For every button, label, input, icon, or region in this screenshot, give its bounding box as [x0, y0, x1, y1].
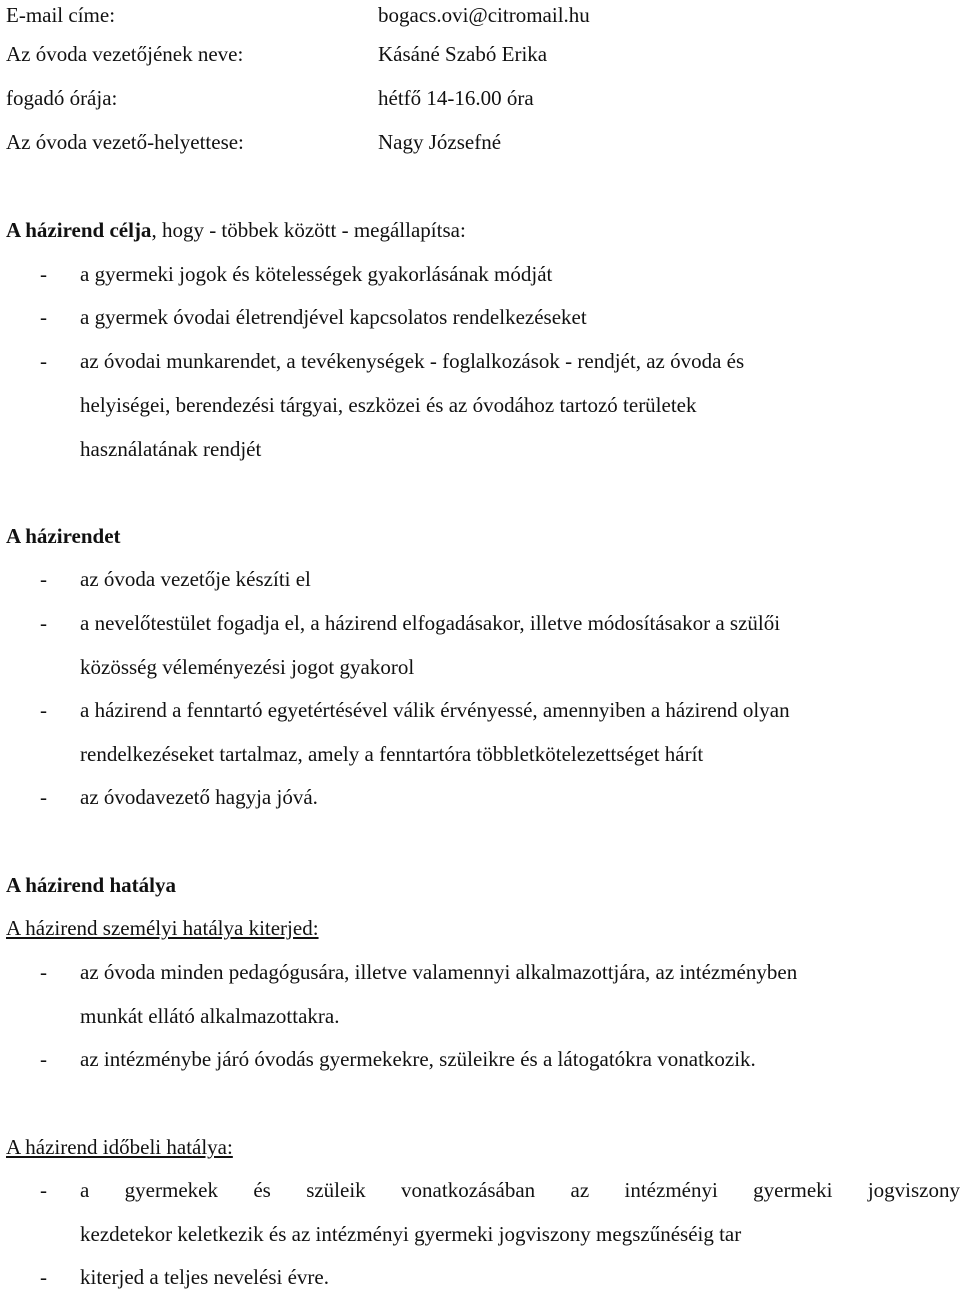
scope-heading: [6, 870, 176, 900]
adoption-heading: [6, 521, 121, 551]
info-value: hétfő 14-16.00 óra: [378, 86, 534, 110]
list-item-line: a gyermekek és szüleik vonatkozásában az intézményi gyermeki jogviszony: [80, 1178, 960, 1202]
list-item-line: a gyermeki jogok és kötelességek gyakorlásának módját: [80, 262, 553, 286]
list-item-line: kiterjed a teljes nevelési évre.: [80, 1265, 329, 1289]
list-item-line: az óvodavezető hagyja jóvá.: [80, 785, 318, 809]
list-dash: -: [40, 960, 47, 984]
info-row-office-hours: [6, 83, 534, 113]
list-dash: -: [40, 698, 47, 722]
list-item-line: az óvoda vezetője készíti el: [80, 567, 311, 591]
temporal-scope-heading: A házirend időbeli hatálya:: [6, 1135, 233, 1159]
purpose-heading-bold: A házirend célja: [6, 218, 152, 242]
purpose-heading-rest: , hogy - többek között - megállapítsa:: [151, 218, 466, 242]
info-value: Nagy Józsefné: [378, 130, 502, 154]
list-dash: -: [40, 262, 47, 286]
list-item-line: rendelkezéseket tartalmaz, amely a fenntartóra többletkötelezettséget hárít: [80, 742, 704, 766]
purpose-heading: [6, 215, 466, 245]
list-dash: -: [40, 305, 47, 329]
list-item-line: az óvodai munkarendet, a tevékenységek - foglalkozások - rendjét, az óvoda és: [80, 349, 745, 373]
list-dash: -: [40, 611, 47, 635]
list-item-line: helyiségei, berendezési tárgyai, eszközei és az óvodához tartozó területek: [80, 393, 697, 417]
list-item-line: a házirend a fenntartó egyetértésével válik érvényessé, amennyiben a házirend olyan: [80, 698, 790, 722]
info-value: bogacs.ovi@citromail.hu: [378, 3, 590, 27]
info-label: Az óvoda vezető-helyettese:: [6, 130, 244, 154]
list-item-line: használatának rendjét: [80, 437, 262, 461]
list-dash: -: [40, 1265, 47, 1289]
info-label: Az óvoda vezetőjének neve:: [6, 42, 244, 66]
list-item-line: az óvoda minden pedagógusára, illetve valamennyi alkalmazottjára, az intézményben: [80, 960, 798, 984]
adoption-heading-text: A házirendet: [6, 524, 121, 548]
list-dash: -: [40, 349, 47, 373]
list-dash: -: [40, 567, 47, 591]
list-dash: -: [40, 785, 47, 809]
scope-heading-text: A házirend hatálya: [6, 873, 176, 897]
list-item-line: az intézménybe járó óvodás gyermekekre, szüleikre és a látogatókra vonatkozik.: [80, 1047, 756, 1071]
list-item-line: a gyermek óvodai életrendjével kapcsolatos rendelkezéseket: [80, 305, 587, 329]
list-item-line: munkát ellátó alkalmazottakra.: [80, 1004, 340, 1028]
list-dash: -: [40, 1047, 47, 1071]
personal-scope-heading: A házirend személyi hatálya kiterjed:: [6, 916, 319, 940]
info-row-email: [6, 0, 590, 30]
info-value: Kásáné Szabó Erika: [378, 42, 548, 66]
list-item-line: a nevelőtestület fogadja el, a házirend elfogadásakor, illetve módosításakor a szülői: [80, 611, 781, 635]
list-dash: -: [40, 1178, 47, 1202]
info-row-deputy: [6, 127, 502, 157]
info-label: E-mail címe:: [6, 3, 116, 27]
info-row-leader: [6, 39, 548, 69]
info-label: fogadó órája:: [6, 86, 118, 110]
list-item-line: közösség véleményezési jogot gyakorol: [80, 655, 415, 679]
list-item-line: kezdetekor keletkezik és az intézményi gyermeki jogviszony megszűnéséig tar: [80, 1222, 742, 1246]
